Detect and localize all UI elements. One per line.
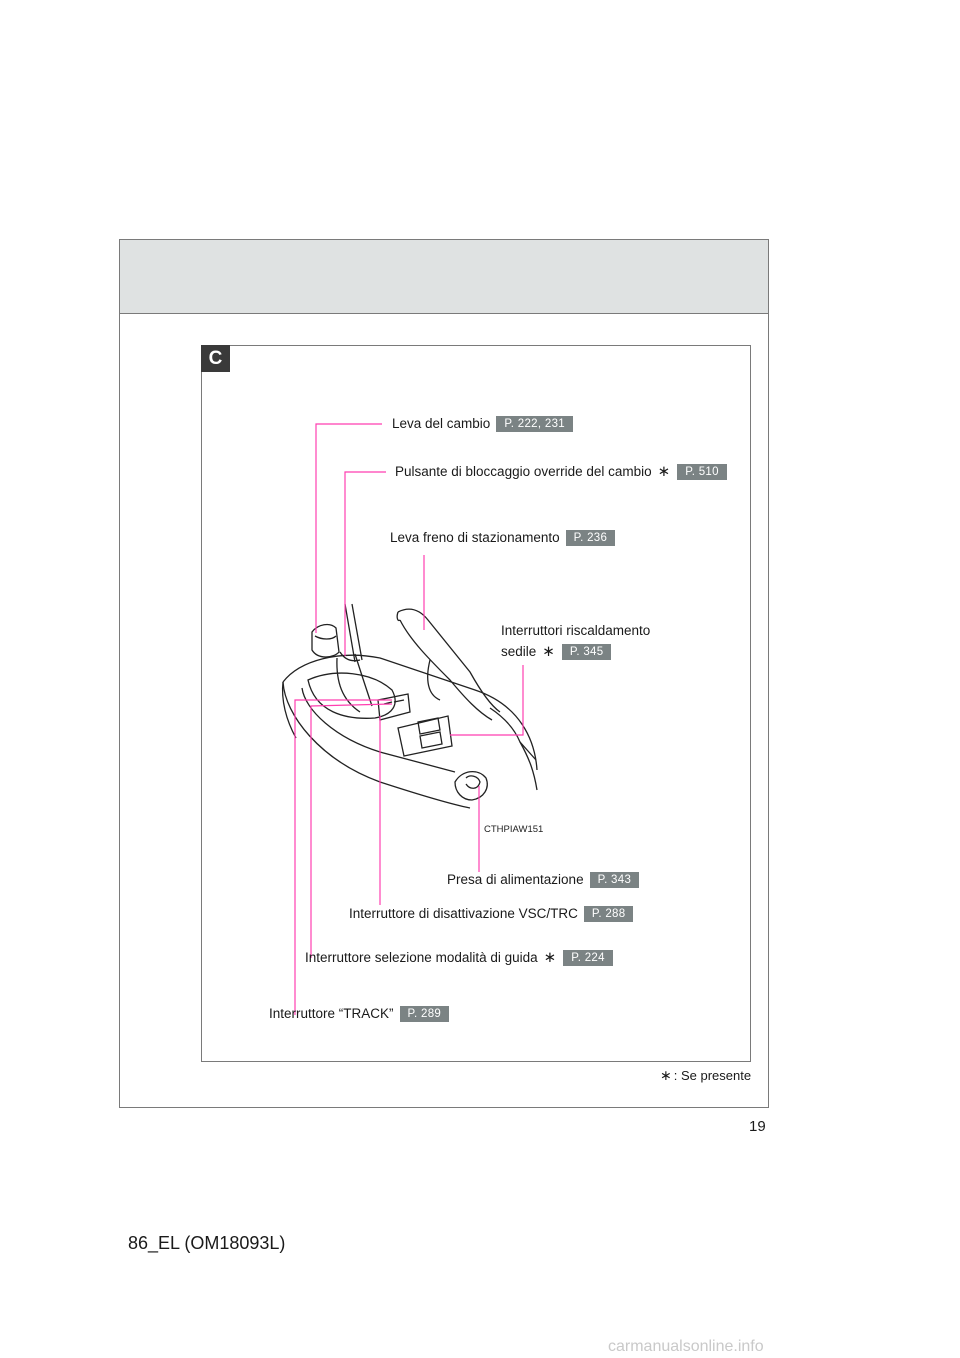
page-ref-badge[interactable]: P. 236 [566,530,616,546]
label-text: Interruttore selezione modalità di guida [305,950,538,965]
label-text: Presa di alimentazione [447,872,584,887]
label-vsc-trc [349,906,633,922]
page-ref-badge[interactable]: P. 222, 231 [496,416,573,432]
leader-track [295,700,392,1015]
optional-star-icon: ∗ [542,643,555,660]
label-power-outlet [447,872,639,888]
page-ref-badge[interactable]: P. 510 [677,464,727,480]
page-ref-badge[interactable]: P. 343 [590,872,640,888]
page-ref-badge[interactable]: P. 288 [584,906,634,922]
label-drive-mode [305,950,613,966]
optional-star-icon: ∗ [660,1067,672,1083]
section-tab: C [201,345,230,372]
label-text: Leva freno di stazionamento [390,530,560,545]
optional-star-icon: ∗ [657,463,671,480]
footnote-text: : Se presente [673,1068,752,1083]
page-ref-badge[interactable]: P. 345 [562,644,612,660]
label-text: Leva del cambio [392,416,491,431]
label-shift-lever [392,416,573,432]
label-track [269,1006,449,1022]
label-text: Interruttore di disattivazione VSC/TRC [349,906,578,921]
label-seat-heater-line1 [501,623,650,639]
page-number: 19 [749,1118,766,1135]
label-override-button [395,464,727,480]
label-text: Interruttori riscaldamento [501,623,651,638]
leader-shift-lever [316,424,382,633]
label-text: sedile [501,644,537,659]
watermark: carmanualsonline.info [608,1338,764,1355]
document-code: 86_EL (OM18093L) [128,1233,286,1253]
label-text: Interruttore “TRACK” [269,1006,394,1021]
image-code: CTHPIAW151 [484,824,544,835]
page-ref-badge[interactable]: P. 224 [563,950,613,966]
footnote [660,1067,751,1084]
leader-override-button [345,472,386,656]
label-seat-heater-line2 [501,644,611,660]
label-text: Pulsante di bloccaggio override del cambio [395,464,652,479]
leader-lines [295,424,523,1015]
page-ref-badge[interactable]: P. 289 [400,1006,450,1022]
label-parking-brake [390,530,615,546]
optional-star-icon: ∗ [543,949,557,966]
leader-seat-heater [450,665,523,735]
